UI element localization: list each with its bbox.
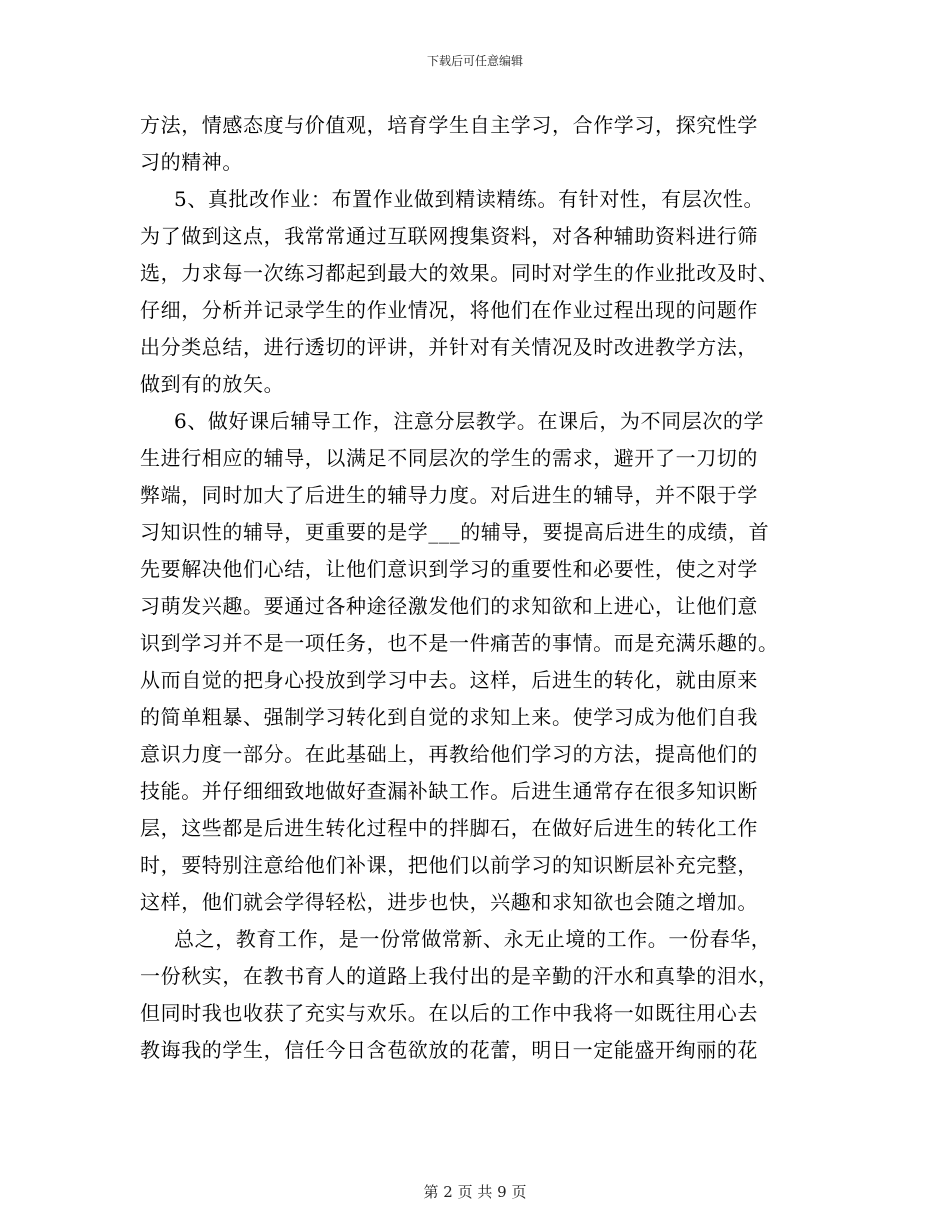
text-line: 教诲我的学生，信任今日含苞欲放的花蕾，明日一定能盛开绚丽的花 (140, 1038, 758, 1062)
text-line: 5、真批改作业：布置作业做到精读精练。有针对性，有层次性。 (174, 187, 765, 211)
page-number: 第 2 页 共 9 页 (423, 1183, 527, 1201)
text-line: 出分类总结，进行透切的评讲，并针对有关情况及时改进教学方法， (140, 335, 758, 359)
text-line: 从而自觉的把身心投放到学习中去。这样，后进生的转化，就由原来 (140, 668, 758, 692)
text-line: 识到学习并不是一项任务，也不是一件痛苦的事情。而是充满乐趣的。 (140, 631, 779, 655)
text-line: 总之，教育工作，是一份常做常新、永无止境的工作。一份春华， (174, 927, 772, 951)
text-line: 习萌发兴趣。要通过各种途径激发他们的求知欲和上进心，让他们意 (140, 594, 758, 618)
text-line: 技能。并仔细细致地做好查漏补缺工作。后进生通常存在很多知识断 (140, 779, 758, 803)
text-line: 为了做到这点，我常常通过互联网搜集资料，对各种辅助资料进行筛 (140, 224, 758, 248)
text-line: 习知识性的辅导，更重要的是学___的辅导，要提高后进生的成绩，首 (140, 520, 770, 544)
text-line: 但同时我也收获了充实与欢乐。在以后的工作中我将一如既往用心去 (140, 1001, 758, 1025)
text-line: 方法，情感态度与价值观，培育学生自主学习，合作学习，探究性学 (140, 113, 758, 137)
paragraph (140, 921, 812, 1069)
text-line: 习的精神。 (140, 150, 243, 174)
text-line: 弊端，同时加大了后进生的辅导力度。对后进生的辅导，并不限于学 (140, 483, 758, 507)
text-line: 6、做好课后辅导工作，注意分层教学。在课后，为不同层次的学 (174, 409, 765, 433)
text-line: 生进行相应的辅导，以满足不同层次的学生的需求，避开了一刀切的 (140, 446, 758, 470)
paragraph (140, 403, 812, 921)
text-line: 做到有的放矢。 (140, 372, 285, 396)
text-line: 一份秋实，在教书育人的道路上我付出的是辛勤的汗水和真挚的泪水， (140, 964, 779, 988)
text-line: 意识力度一部分。在此基础上，再教给他们学习的方法，提高他们的 (140, 742, 758, 766)
text-line: 时，要特别注意给他们补课，把他们以前学习的知识断层补充完整， (140, 853, 758, 877)
page-header: 下载后可任意编辑 (426, 54, 523, 68)
document-body (140, 107, 812, 1069)
text-line: 选，力求每一次练习都起到最大的效果。同时对学生的作业批改及时、 (140, 261, 779, 285)
text-line: 这样，他们就会学得轻松，进步也快，兴趣和求知欲也会随之增加。 (140, 890, 758, 914)
paragraph (140, 107, 812, 181)
text-line: 仔细，分析并记录学生的作业情况，将他们在作业过程出现的问题作 (140, 298, 758, 322)
text-line: 层，这些都是后进生转化过程中的拌脚石，在做好后进生的转化工作 (140, 816, 758, 840)
paragraph (140, 181, 812, 403)
text-line: 先要解决他们心结，让他们意识到学习的重要性和必要性，使之对学 (140, 557, 758, 581)
text-line: 的简单粗暴、强制学习转化到自觉的求知上来。使学习成为他们自我 (140, 705, 758, 729)
